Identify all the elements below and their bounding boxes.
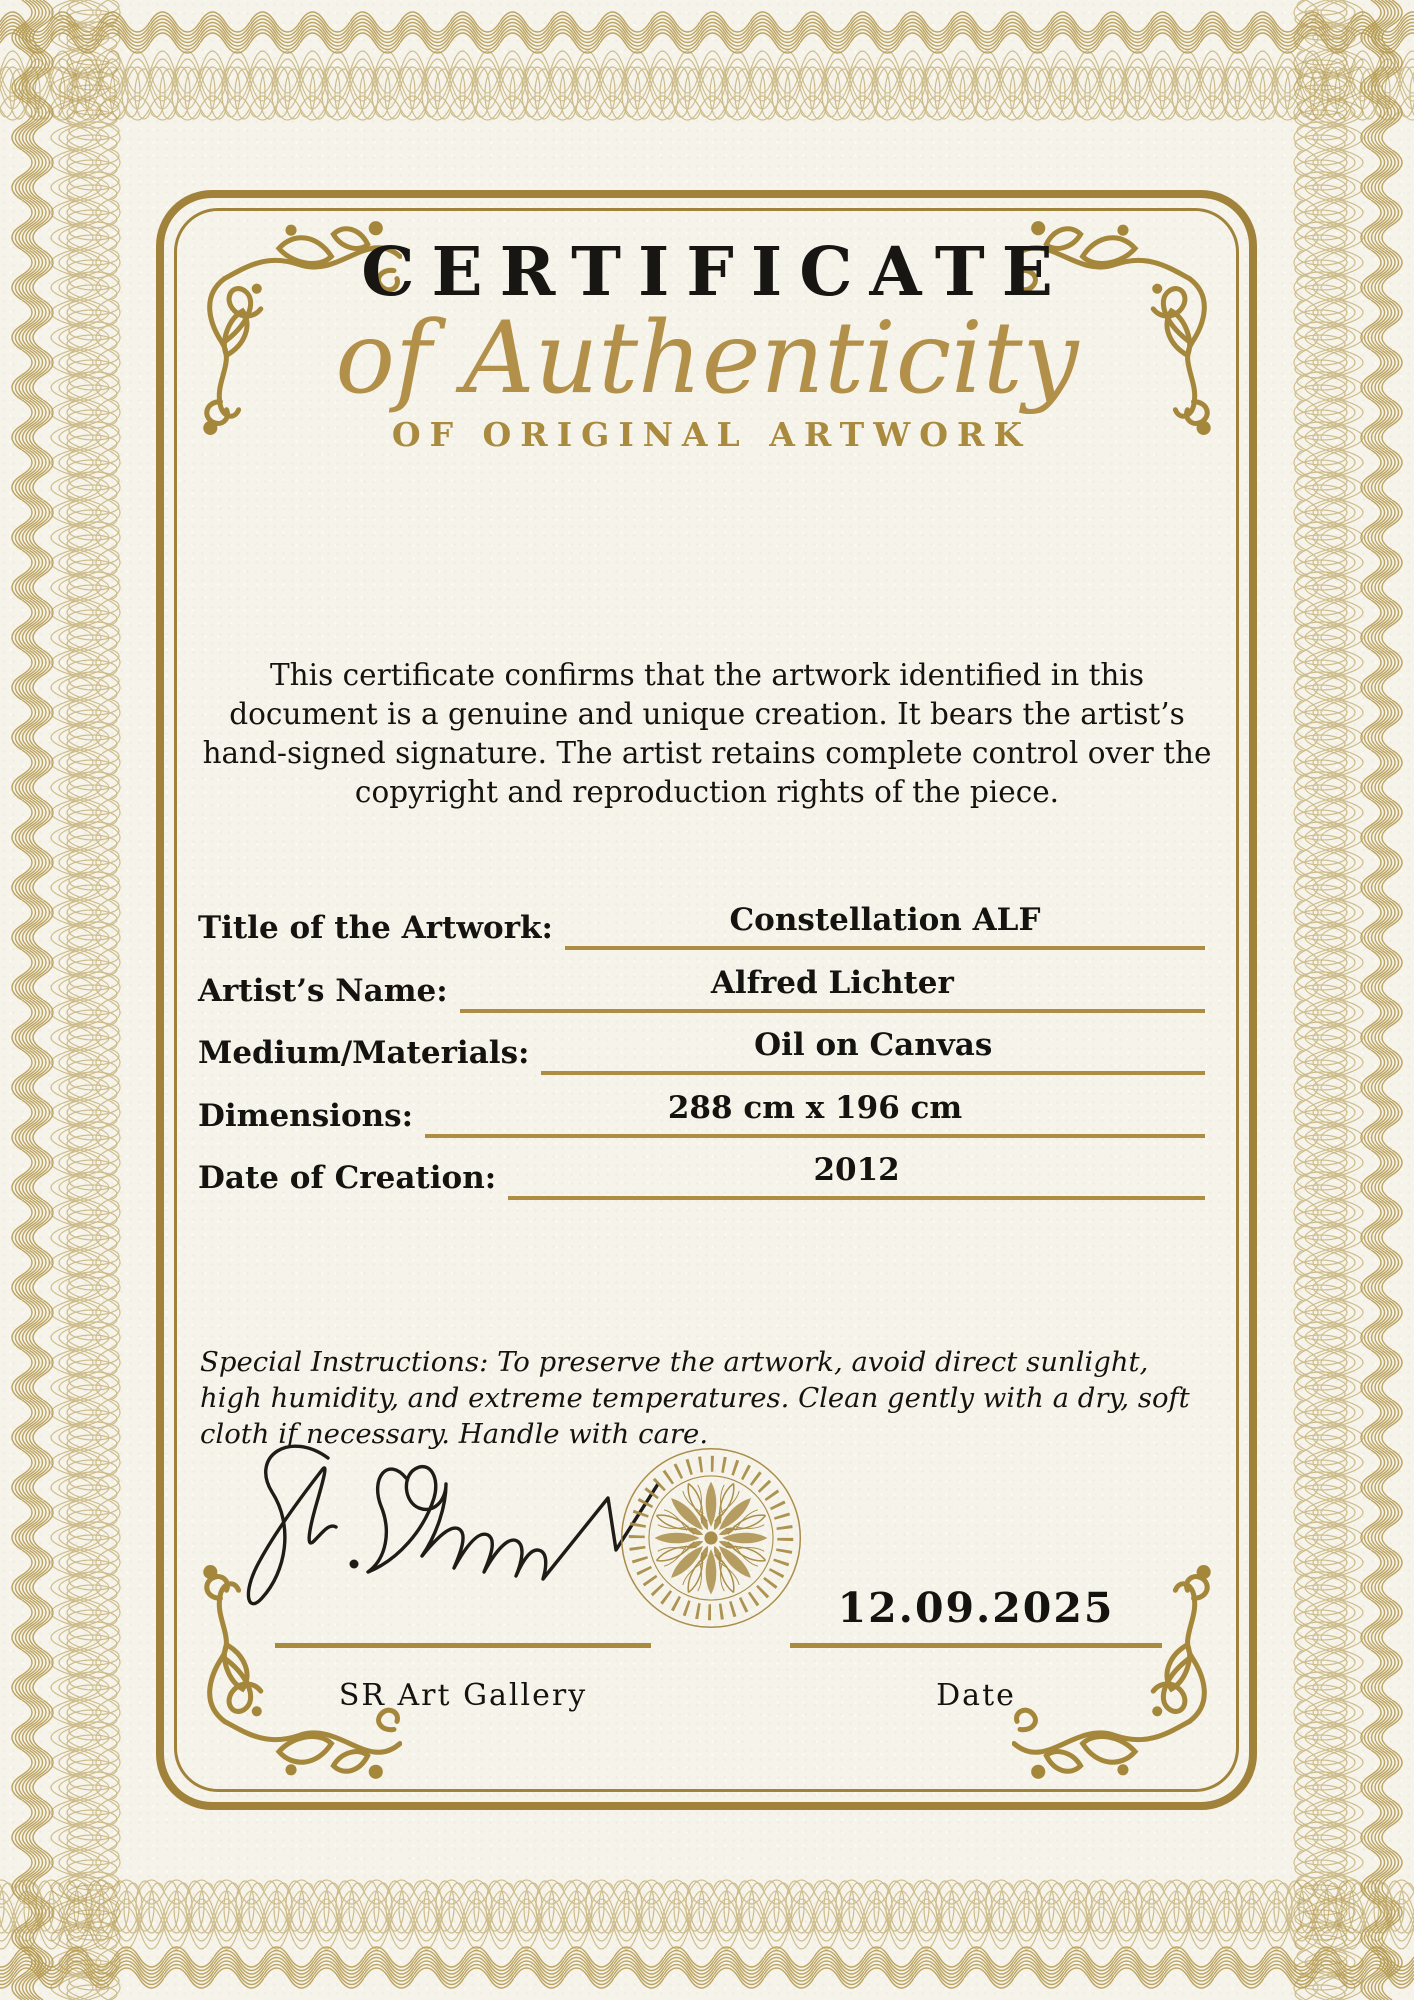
certificate-heading bbox=[0, 232, 1414, 454]
title-subtitle: OF ORIGINAL ARTWORK bbox=[391, 414, 1032, 454]
date-label: Date bbox=[936, 1678, 1016, 1713]
field-label: Dimensions: bbox=[198, 1097, 414, 1134]
date-line bbox=[790, 1643, 1162, 1648]
field-value: Alfred Lichter bbox=[460, 965, 1205, 1013]
title-of-authenticity: of Authenticity bbox=[335, 301, 1079, 416]
field-label: Artist’s Name: bbox=[198, 972, 448, 1009]
special-instructions: Special Instructions: To preserve the artwork, avoid direct sunlight, high humidity, and extreme temperatures. Clean gently with a dry, soft cloth if necessary. Handle with care. bbox=[200, 1345, 1190, 1450]
field-value: Constellation ALF bbox=[565, 902, 1205, 950]
field-value: Oil on Canvas bbox=[541, 1027, 1205, 1075]
field-row-artist bbox=[198, 966, 1205, 1013]
field-label: Date of Creation: bbox=[198, 1160, 497, 1196]
field-label: Medium/Materials: bbox=[198, 1035, 530, 1071]
field-value: 2012 bbox=[508, 1152, 1205, 1200]
field-label: Title of the Artwork: bbox=[198, 910, 553, 946]
gallery-name-label: SR Art Gallery bbox=[338, 1678, 588, 1713]
title-certificate: CERTIFICATE bbox=[361, 232, 1070, 311]
field-value: 288 cm x 196 cm bbox=[425, 1090, 1205, 1138]
signing-date-value: 12.09.2025 bbox=[837, 1584, 1115, 1632]
signature-scribble bbox=[210, 1426, 665, 1646]
intro-paragraph: This certificate confirms that the artwork identified in this document is a genuine and unique creation. It bears the artist’s hand-signed signature. The artist retains complete control over the copyright and reproduction rights of the piece. bbox=[202, 658, 1212, 809]
artwork-fields bbox=[198, 903, 1205, 1216]
gallery-seal-icon bbox=[617, 1444, 805, 1632]
signature-line bbox=[275, 1643, 651, 1648]
field-row-dimensions bbox=[198, 1091, 1205, 1138]
field-row-title bbox=[198, 903, 1205, 950]
field-row-medium bbox=[198, 1028, 1205, 1075]
field-row-date-of-creation bbox=[198, 1153, 1205, 1200]
